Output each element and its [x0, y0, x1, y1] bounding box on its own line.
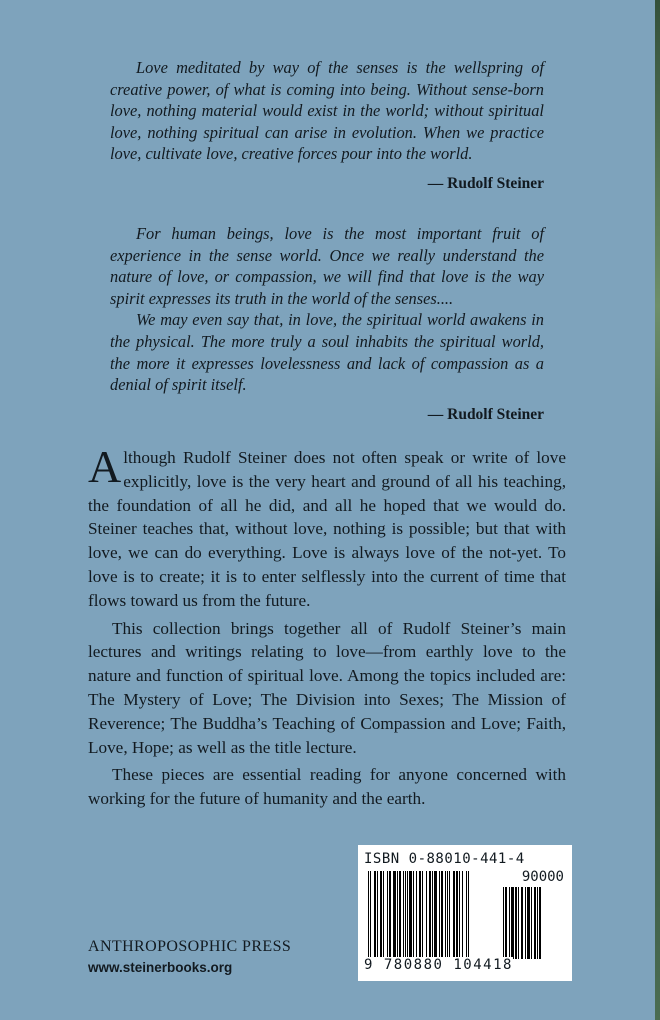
quote-1-attribution: — Rudolf Steiner	[427, 174, 544, 192]
barcode-bars-icon	[368, 871, 498, 959]
drop-cap: A	[88, 441, 122, 492]
publisher-website: www.steinerbooks.org	[88, 960, 233, 975]
description-paragraph-2: This collection brings together all of Rudolf Steiner’s main lectures and writings relating to love—from earthly love to the nature and function of spiritual love. Among the topics included are: The Mystery of Love; The Division into Sexes; The Mission of Reverence; The Buddha’s Teaching of Compassion and Love; Faith, Love, Hope; as well as the title lecture.	[88, 618, 566, 757]
description-paragraph-1	[88, 441, 566, 613]
cover-edge-strip	[655, 0, 660, 1020]
description-paragraph-1-text: lthough Rudolf Steiner does not often speak or write of love explicitly, love is the very heart and ground of all his teaching, the foundation of all he did, and all he hoped that we would do. Steiner teaches that, without love, nothing is possible; but that with love, we can do everything. Love is always love of the not-yet. To love is to create; it is to enter selflessly into the current of time that flows toward us from the future.	[88, 448, 566, 610]
price-code: 90000	[521, 869, 564, 885]
publisher-name: ANTHROPOSOPHIC PRESS	[88, 938, 292, 955]
isbn-label: ISBN 0-88010-441-4	[364, 851, 525, 867]
addon-barcode-bars-icon	[503, 887, 561, 959]
barcode-box	[358, 845, 572, 981]
ean-number: 9 780880 104418	[364, 957, 513, 973]
quote-block-2	[110, 223, 544, 425]
quote-2-attribution: — Rudolf Steiner	[427, 405, 544, 423]
quote-1-text: Love meditated by way of the senses is the wellspring of creative power, of what is coming into being. Without sense-born love, nothing material would exist in the world; without spiritual love, nothing spiritual can arise in evolution. When we practice love, cultivate love, creative forces pour into the world.	[110, 58, 544, 164]
quote-2-text-2: We may even say that, in love, the spiritual world awakens in the physical. The more truly a soul inhabits the spiritual world, the more it expresses lovelessness and lack of compassion as a denial of spirit itself.	[110, 310, 544, 395]
quote-block-1	[110, 57, 544, 195]
quote-2-text-1: For human beings, love is the most important fruit of experience in the sense world. Once we really understand the nature of love, or compassion, we will find that love is the way spirit expresses its truth in the world of the senses....	[110, 224, 544, 308]
book-description	[88, 441, 566, 815]
description-paragraph-3: These pieces are essential reading for anyone concerned with working for the future of humanity and the earth.	[88, 765, 566, 809]
